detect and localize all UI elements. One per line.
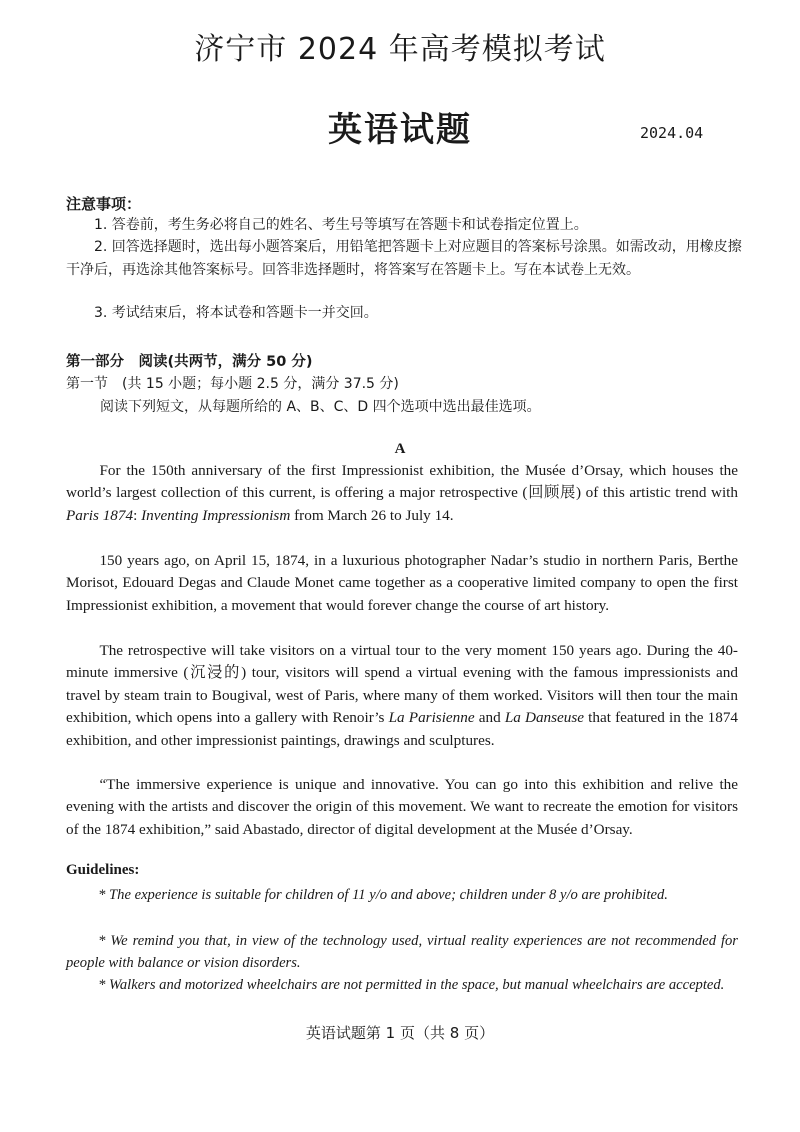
notice-item: 3. 考试结束后，将本试卷和答题卡一并交回。 <box>94 305 378 321</box>
exam-date: 2024.04 <box>640 124 704 142</box>
paragraph-text: that featured in the 1874 exhibition, and other impressionist paintings, drawings and sculptures. <box>66 709 739 749</box>
section-instructions: 阅读下列短文，从每题所给的 A、B、C、D 四个选项中选出最佳选项。 <box>100 399 541 415</box>
passage-paragraph: 150 years ago, on April 15, 1874, in a luxurious photographer Nadar’s studio in northern Paris, Berthe Morisot, Edouard Degas and Claude Monet came together as a cooperative limited company to open the first Impressionist exhibition, a movement that would forever change the course of art history. <box>66 552 738 614</box>
passage-paragraph: “The immersive experience is unique and innovative. You can go into this exhibition and relive the evening with the artists and discover the origin of this movement. We want to recreate the emotion for visitors of the 1874 exhibition,” said Abastado, director of digital development at the Musée d’Orsay. <box>66 776 738 838</box>
passage-label: A <box>394 441 406 457</box>
exhibition-title: Paris 1874 <box>66 506 134 524</box>
guideline-item: * Walkers and motorized wheelchairs are not permitted in the space, but manual wheelchairs are accepted. <box>98 977 725 993</box>
artwork-title: La Danseuse <box>504 709 585 727</box>
paragraph-text: For the 150th anniversary of the first Impressionist exhibition, the Musée d’Orsay, which houses the world’s largest collection of this current, is offering a major retrospective (回顾展) of this artistic trend with <box>66 462 738 502</box>
notice-item: 1. 答卷前，考生务必将自己的姓名、考生号等填写在答题卡和试卷指定位置上。 <box>94 217 588 233</box>
paragraph-text: : <box>133 506 142 524</box>
part-title: 第一部分 阅读(共两节，满分 50 分) <box>66 354 313 370</box>
page-footer: 英语试题第 1 页（共 8 页） <box>305 1024 495 1042</box>
artwork-title: La Parisienne <box>388 709 475 727</box>
notice-item: 2. 回答选择题时，选出每小题答案后，用铅笔把答题卡上对应题目的答案标号涂黑。如需改动，用橡皮擦干净后，再选涂其他答案标号。回答非选择题时，将答案写在答题卡上。写在本试卷上无效。 <box>66 239 742 278</box>
passage-paragraph <box>66 640 738 752</box>
paragraph-text: The retrospective will take visitors on a virtual tour to the very moment 150 years ago. During the 40-minute immersive (沉浸的) tour, visitors will spend a virtual evening with the famous impressionists and travel by steam train to Bougival, west of Paris, where many of them worked. Visitors will then tour the main exhibition, which opens into a gallery with Renoir’s <box>66 642 738 727</box>
exhibition-subtitle: Inventing Impressionism <box>141 506 291 524</box>
notice-heading: 注意事项： <box>66 195 142 213</box>
passage-paragraph <box>66 460 738 527</box>
subject-title: 英语试题 <box>328 110 472 150</box>
guidelines-label: Guidelines: <box>66 862 140 878</box>
paragraph-text: and <box>474 709 505 727</box>
section-title: 第一节 (共 15 小题；每小题 2.5 分，满分 37.5 分) <box>66 376 399 392</box>
exam-title: 济宁市 2024 年高考模拟考试 <box>194 32 606 67</box>
guideline-item: * The experience is suitable for children of 11 y/o and above; children under 8 y/o are prohibited. <box>98 887 668 903</box>
paragraph-text: from March 26 to July 14. <box>290 506 454 524</box>
guideline-item: * We remind you that, in view of the technology used, virtual reality experiences are not recommended for people with balance or vision disorders. <box>66 933 738 971</box>
